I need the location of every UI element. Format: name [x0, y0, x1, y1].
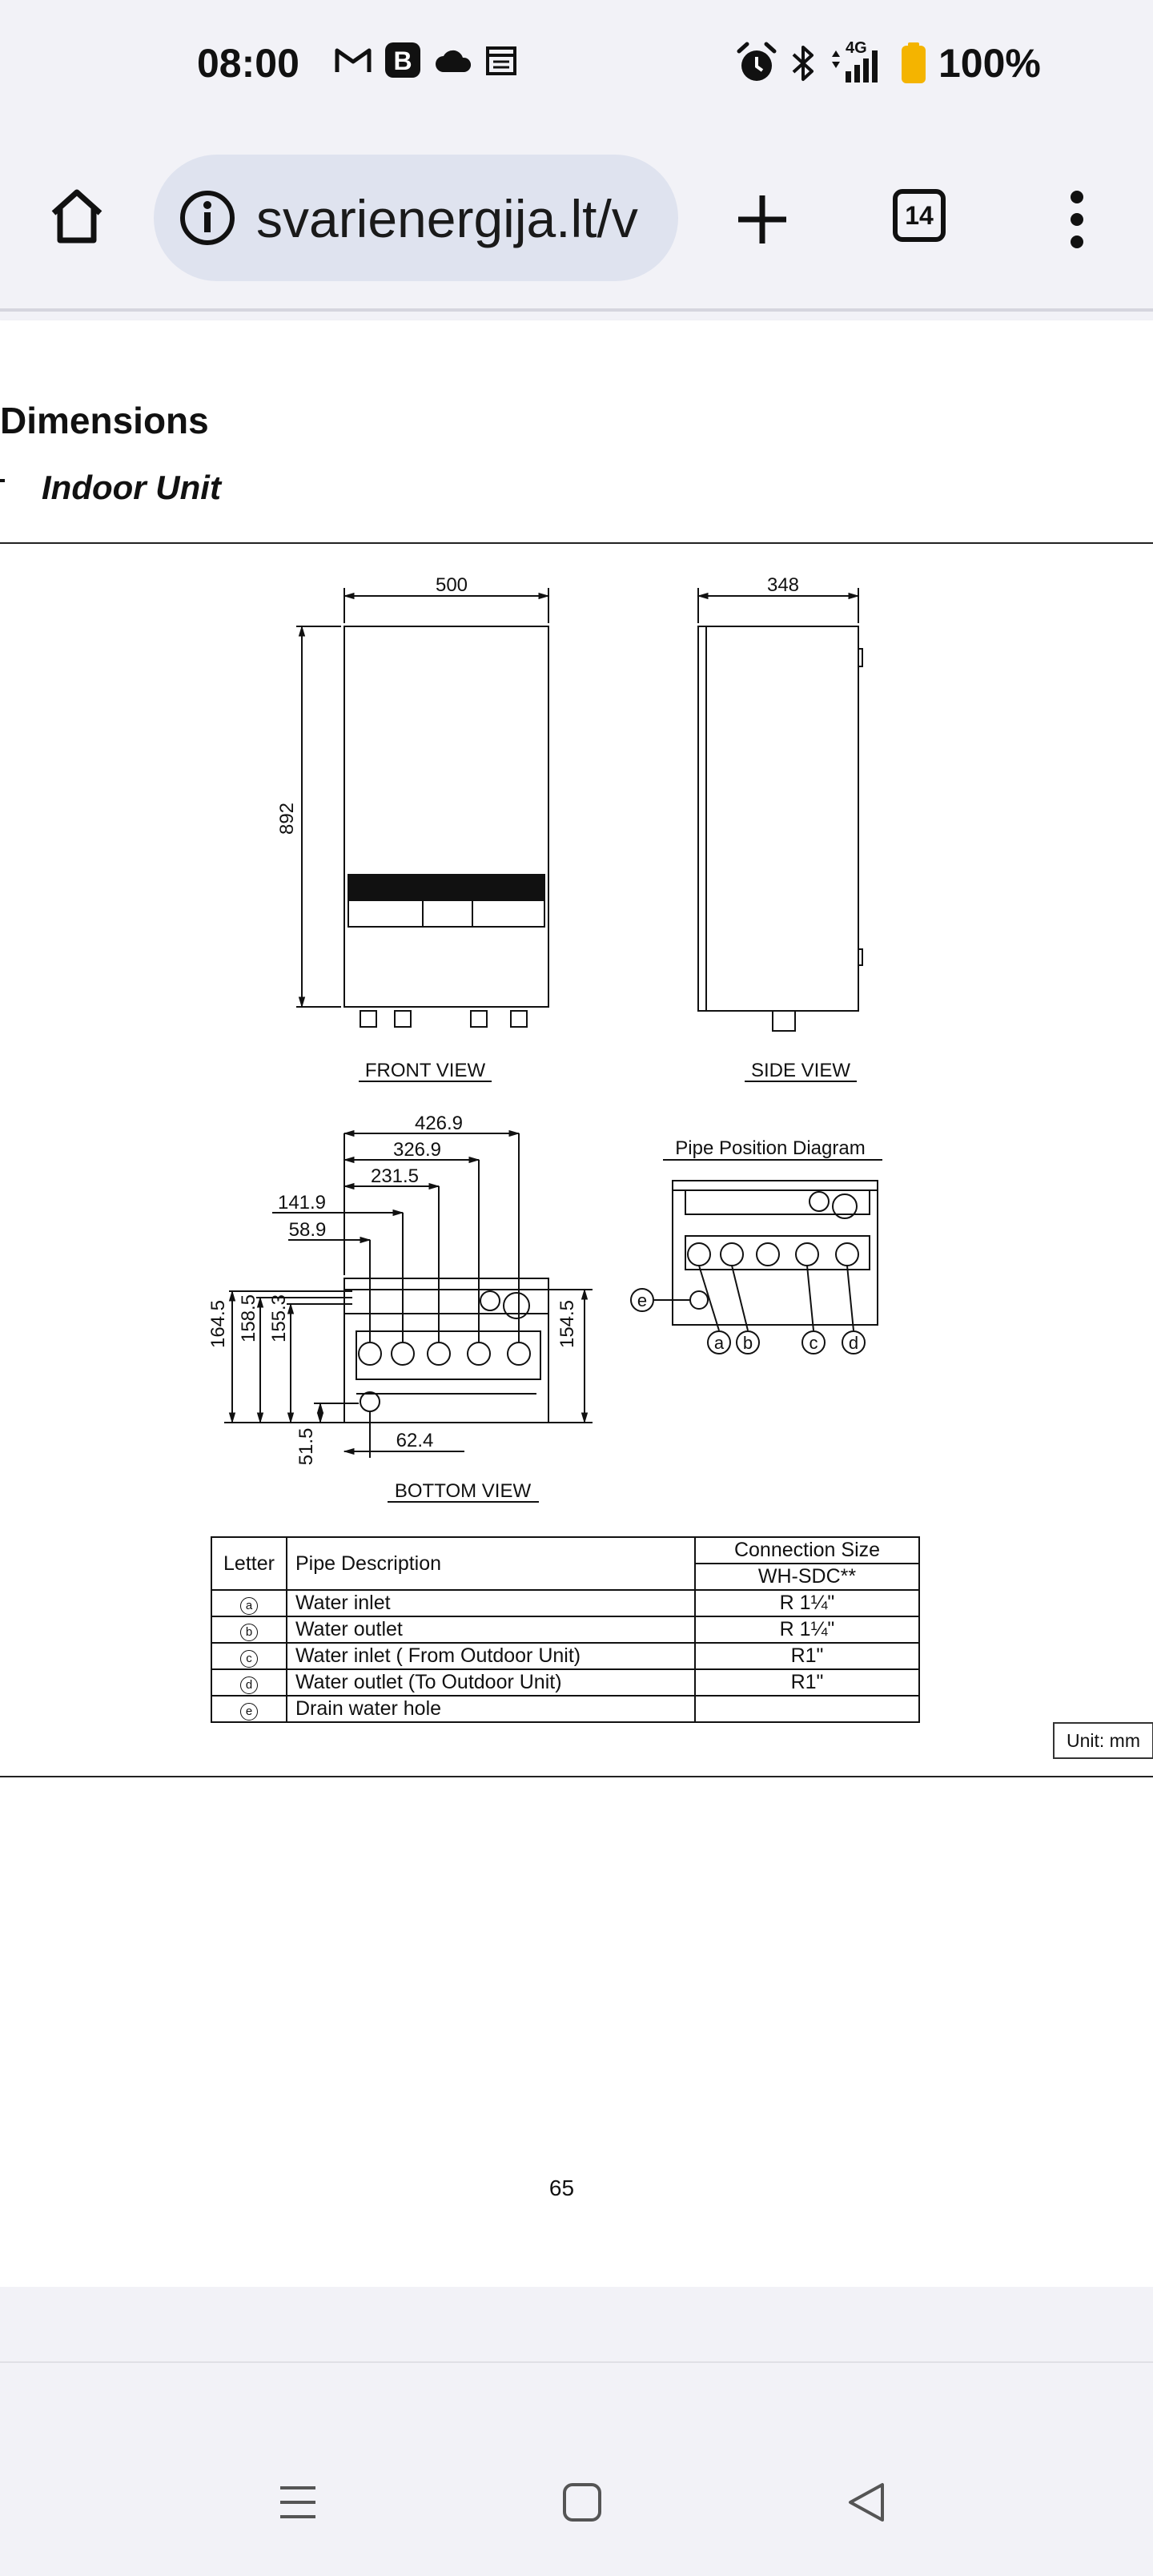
pipe-position-diagram — [654, 1160, 882, 1330]
tab-count: 14 — [905, 200, 934, 230]
status-time: 08:00 — [197, 41, 299, 86]
side-depth-dim: 348 — [766, 574, 800, 596]
dim-58-9: 58.9 — [288, 1219, 327, 1241]
front-height-dim: 892 — [276, 802, 298, 835]
dim-231-5: 231.5 — [370, 1165, 420, 1187]
letter-badge: d — [240, 1676, 258, 1694]
marker-d-label: d — [848, 1333, 859, 1353]
page-title: Dimensions — [0, 400, 209, 441]
bottom-view-label: BOTTOM VIEW — [394, 1480, 532, 1502]
pipe-size: R 1¼" — [695, 1616, 919, 1643]
svg-text:B: B — [393, 46, 412, 75]
pipe-description: Water inlet ( From Outdoor Unit) — [287, 1643, 695, 1669]
side-view-drawing — [698, 588, 862, 1031]
side-view-label: SIDE VIEW — [750, 1060, 851, 1081]
viewer-background — [0, 2287, 1153, 2433]
pipe-table — [211, 1536, 920, 1723]
letter-badge: b — [240, 1624, 258, 1641]
front-view-drawing — [296, 588, 548, 1027]
dim-158-5: 158.5 — [238, 1294, 259, 1343]
header-connection-size: Connection Size — [695, 1537, 919, 1564]
dim-62-4: 62.4 — [396, 1430, 434, 1451]
table-row — [211, 1696, 919, 1722]
home-nav-button[interactable] — [552, 2473, 612, 2532]
dim-326-9: 326.9 — [392, 1139, 442, 1161]
home-nav-icon — [561, 2481, 603, 2523]
dim-155-3: 155.3 — [268, 1294, 290, 1343]
marker-a-label: a — [713, 1333, 725, 1353]
recent-apps-icon — [277, 2481, 319, 2523]
dim-154-5: 154.5 — [556, 1299, 578, 1349]
dim-426-9: 426.9 — [414, 1113, 464, 1134]
pipe-size: R1" — [695, 1669, 919, 1696]
table-header-row — [211, 1537, 919, 1564]
dim-164-5: 164.5 — [207, 1299, 229, 1349]
front-view-label: FRONT VIEW — [364, 1060, 486, 1081]
header-letter: Letter — [211, 1537, 287, 1590]
unit-note: Unit: mm — [1053, 1722, 1153, 1759]
letter-badge: e — [240, 1703, 258, 1721]
marker-c-label: c — [809, 1333, 818, 1353]
front-width-dim: 500 — [435, 574, 468, 596]
marker-e-label: e — [637, 1290, 648, 1310]
pipe-description: Water outlet — [287, 1616, 695, 1643]
marker-b-label: b — [742, 1333, 753, 1353]
header-model: WH-SDC** — [695, 1564, 919, 1590]
recent-apps-button[interactable] — [268, 2473, 327, 2532]
page-number: 65 — [548, 2176, 575, 2200]
back-icon — [846, 2481, 887, 2523]
pipe-size — [695, 1696, 919, 1722]
bottom-rule — [0, 1776, 1153, 1777]
back-button[interactable] — [837, 2473, 896, 2532]
dim-51-5: 51.5 — [295, 1427, 317, 1466]
pipe-description: Water inlet — [287, 1590, 695, 1616]
pipe-size: R 1¼" — [695, 1590, 919, 1616]
letter-badge: c — [240, 1650, 258, 1668]
navigation-bar — [0, 2433, 1153, 2576]
pipe-description: Water outlet (To Outdoor Unit) — [287, 1669, 695, 1696]
pipe-description: Drain water hole — [287, 1696, 695, 1722]
dim-141-9: 141.9 — [277, 1192, 327, 1214]
section-subtitle: Indoor Unit — [42, 469, 221, 506]
table-row — [211, 1590, 919, 1616]
pipe-diagram-title: Pipe Position Diagram — [675, 1137, 866, 1159]
table-row — [211, 1643, 919, 1669]
network-type: 4G — [846, 39, 867, 57]
pipe-size: R1" — [695, 1643, 919, 1669]
table-row — [211, 1616, 919, 1643]
header-description: Pipe Description — [287, 1537, 695, 1590]
letter-badge: a — [240, 1597, 258, 1615]
url-text[interactable]: svarienergija.lt/v — [256, 189, 638, 248]
battery-percentage: 100% — [938, 41, 1041, 86]
table-row — [211, 1669, 919, 1696]
viewer-divider — [0, 2361, 1153, 2363]
